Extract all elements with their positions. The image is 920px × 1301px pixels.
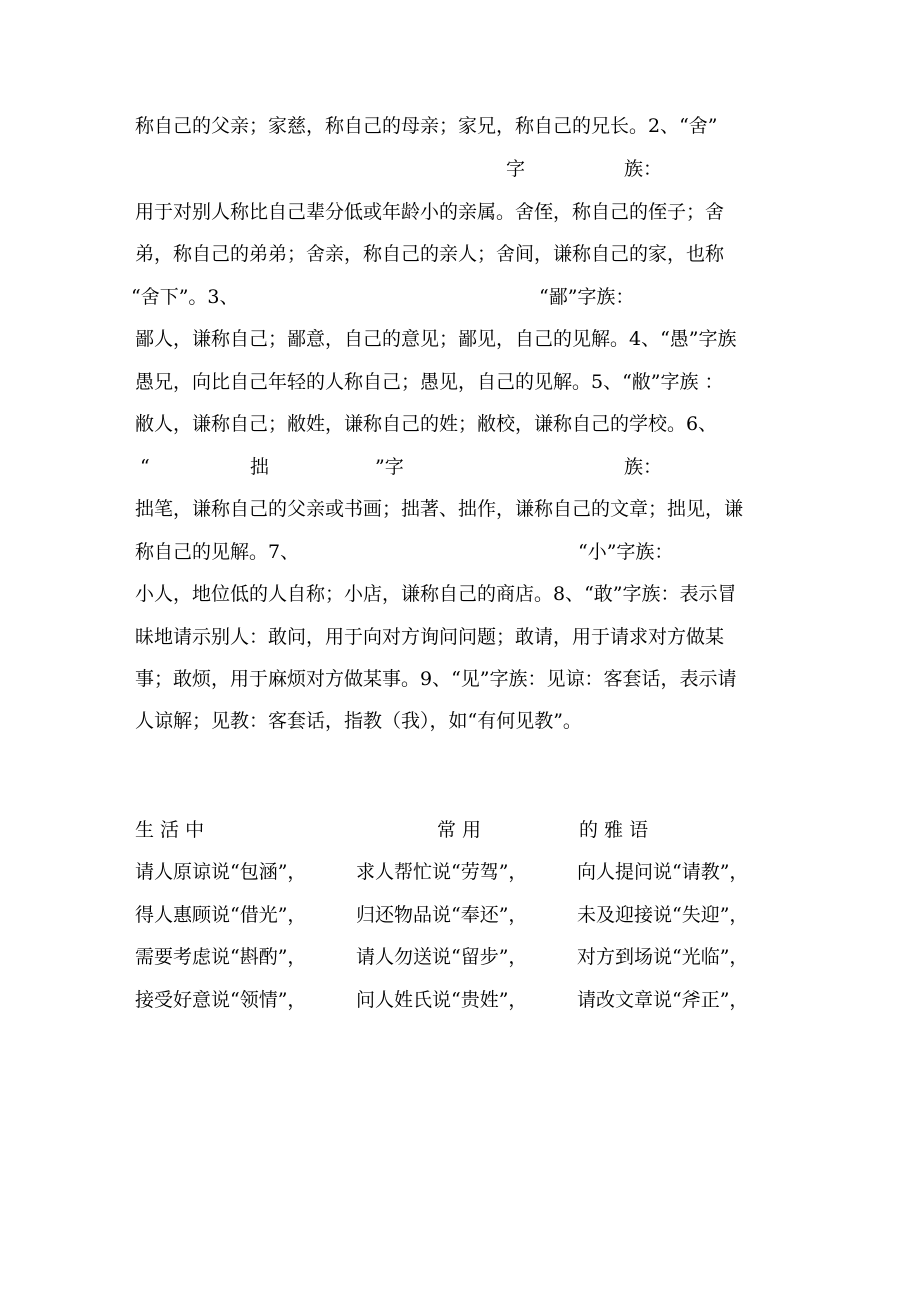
paragraph-line (135, 409, 795, 439)
section-heading (135, 815, 795, 845)
phrase-cell: 归还物品说“奉还”， (356, 904, 528, 926)
text-line: 用于对别人称比自己辈分低或年龄小的亲属。舍侄，称自己的侄子；舍 (135, 201, 725, 223)
phrase-row (135, 857, 795, 887)
heading-part: 生 活 中 (135, 819, 205, 841)
paragraph-line (135, 154, 795, 184)
paragraph-line (131, 282, 795, 312)
text-line: 小人，地位低的人自称；小店，谦称自己的商店。8、“敢”字族：表示冒 (135, 583, 737, 605)
phrase-cell: 对方到场说“光临”， (577, 946, 749, 968)
paragraph-line (135, 111, 795, 141)
text-line: 拙笔，谦称自己的父亲或书画；拙著、拙作，谦称自己的文章；拙见，谦 (135, 498, 744, 520)
text-fragment: “ (140, 456, 150, 478)
phrase-row (135, 942, 795, 972)
text-fragment: 拙 (250, 456, 270, 478)
phrase-cell: 得人惠顾说“借光”， (135, 904, 307, 926)
heading-part: 的 雅 语 (579, 819, 649, 841)
phrase-cell: 问人姓氏说“贵姓”， (356, 989, 528, 1011)
text-fragment: “小”字族： (578, 541, 674, 563)
phrase-cell: 接受好意说“领情”， (135, 989, 307, 1011)
text-fragment: 族： (624, 158, 663, 180)
phrase-cell: 请改文章说“斧正”， (577, 989, 749, 1011)
paragraph-line (135, 706, 795, 736)
text-line: 昧地请示别人：敢问，用于向对方询问问题；敢请，用于请求对方做某 (135, 626, 725, 648)
paragraph-line (135, 197, 795, 227)
phrase-cell: 请人原谅说“包涵”， (135, 861, 307, 883)
phrase-cell: 请人勿送说“留步”， (356, 946, 528, 968)
phrase-cell: 需要考虑说“斟酌”， (135, 946, 307, 968)
text-line: 鄙人，谦称自己；鄙意，自己的意见；鄙见，自己的见解。4、“愚”字族 (135, 328, 737, 350)
text-fragment: ”字 (375, 456, 404, 478)
paragraph-line (135, 367, 795, 397)
paragraph-line (135, 622, 795, 652)
text-fragment: “舍下”。3、 (131, 286, 239, 308)
paragraph-line (135, 579, 795, 609)
phrase-row (135, 985, 795, 1015)
heading-part: 常 用 (437, 819, 482, 841)
paragraph-line (135, 537, 795, 567)
phrase-cell: 向人提问说“请教”， (577, 861, 749, 883)
text-line: 事；敢烦，用于麻烦对方做某事。9、“见”字族：见谅：客套话，表示请 (135, 668, 737, 690)
phrase-cell: 未及迎接说“失迎”， (577, 904, 749, 926)
paragraph-line (135, 452, 795, 482)
paragraph-line (135, 494, 795, 524)
paragraph-line (135, 324, 795, 354)
text-line: 敝人，谦称自己；敝姓，谦称自己的姓；敝校，谦称自己的学校。6、 (135, 413, 718, 435)
text-line: 称自己的父亲；家慈，称自己的母亲；家兄，称自己的兄长。2、“舍” (135, 115, 718, 137)
text-line: 人谅解；见教：客套话，指教（我），如“有何见教”。 (135, 710, 582, 732)
phrase-row (135, 900, 795, 930)
text-fragment: 称自己的见解。7、 (135, 541, 300, 563)
paragraph-line (135, 664, 795, 694)
paragraph-line (135, 239, 795, 269)
text-line: 弟，称自己的弟弟；舍亲，称自己的亲人；舍间，谦称自己的家，也称 (135, 243, 725, 265)
text-fragment: 字 (506, 158, 526, 180)
phrase-cell: 求人帮忙说“劳驾”， (356, 861, 528, 883)
text-fragment: “鄙”字族： (539, 286, 635, 308)
text-line: 愚兄，向比自己年轻的人称自己；愚见，自己的见解。5、“敝”字族 ： (135, 371, 724, 393)
text-fragment: 族： (624, 456, 663, 478)
